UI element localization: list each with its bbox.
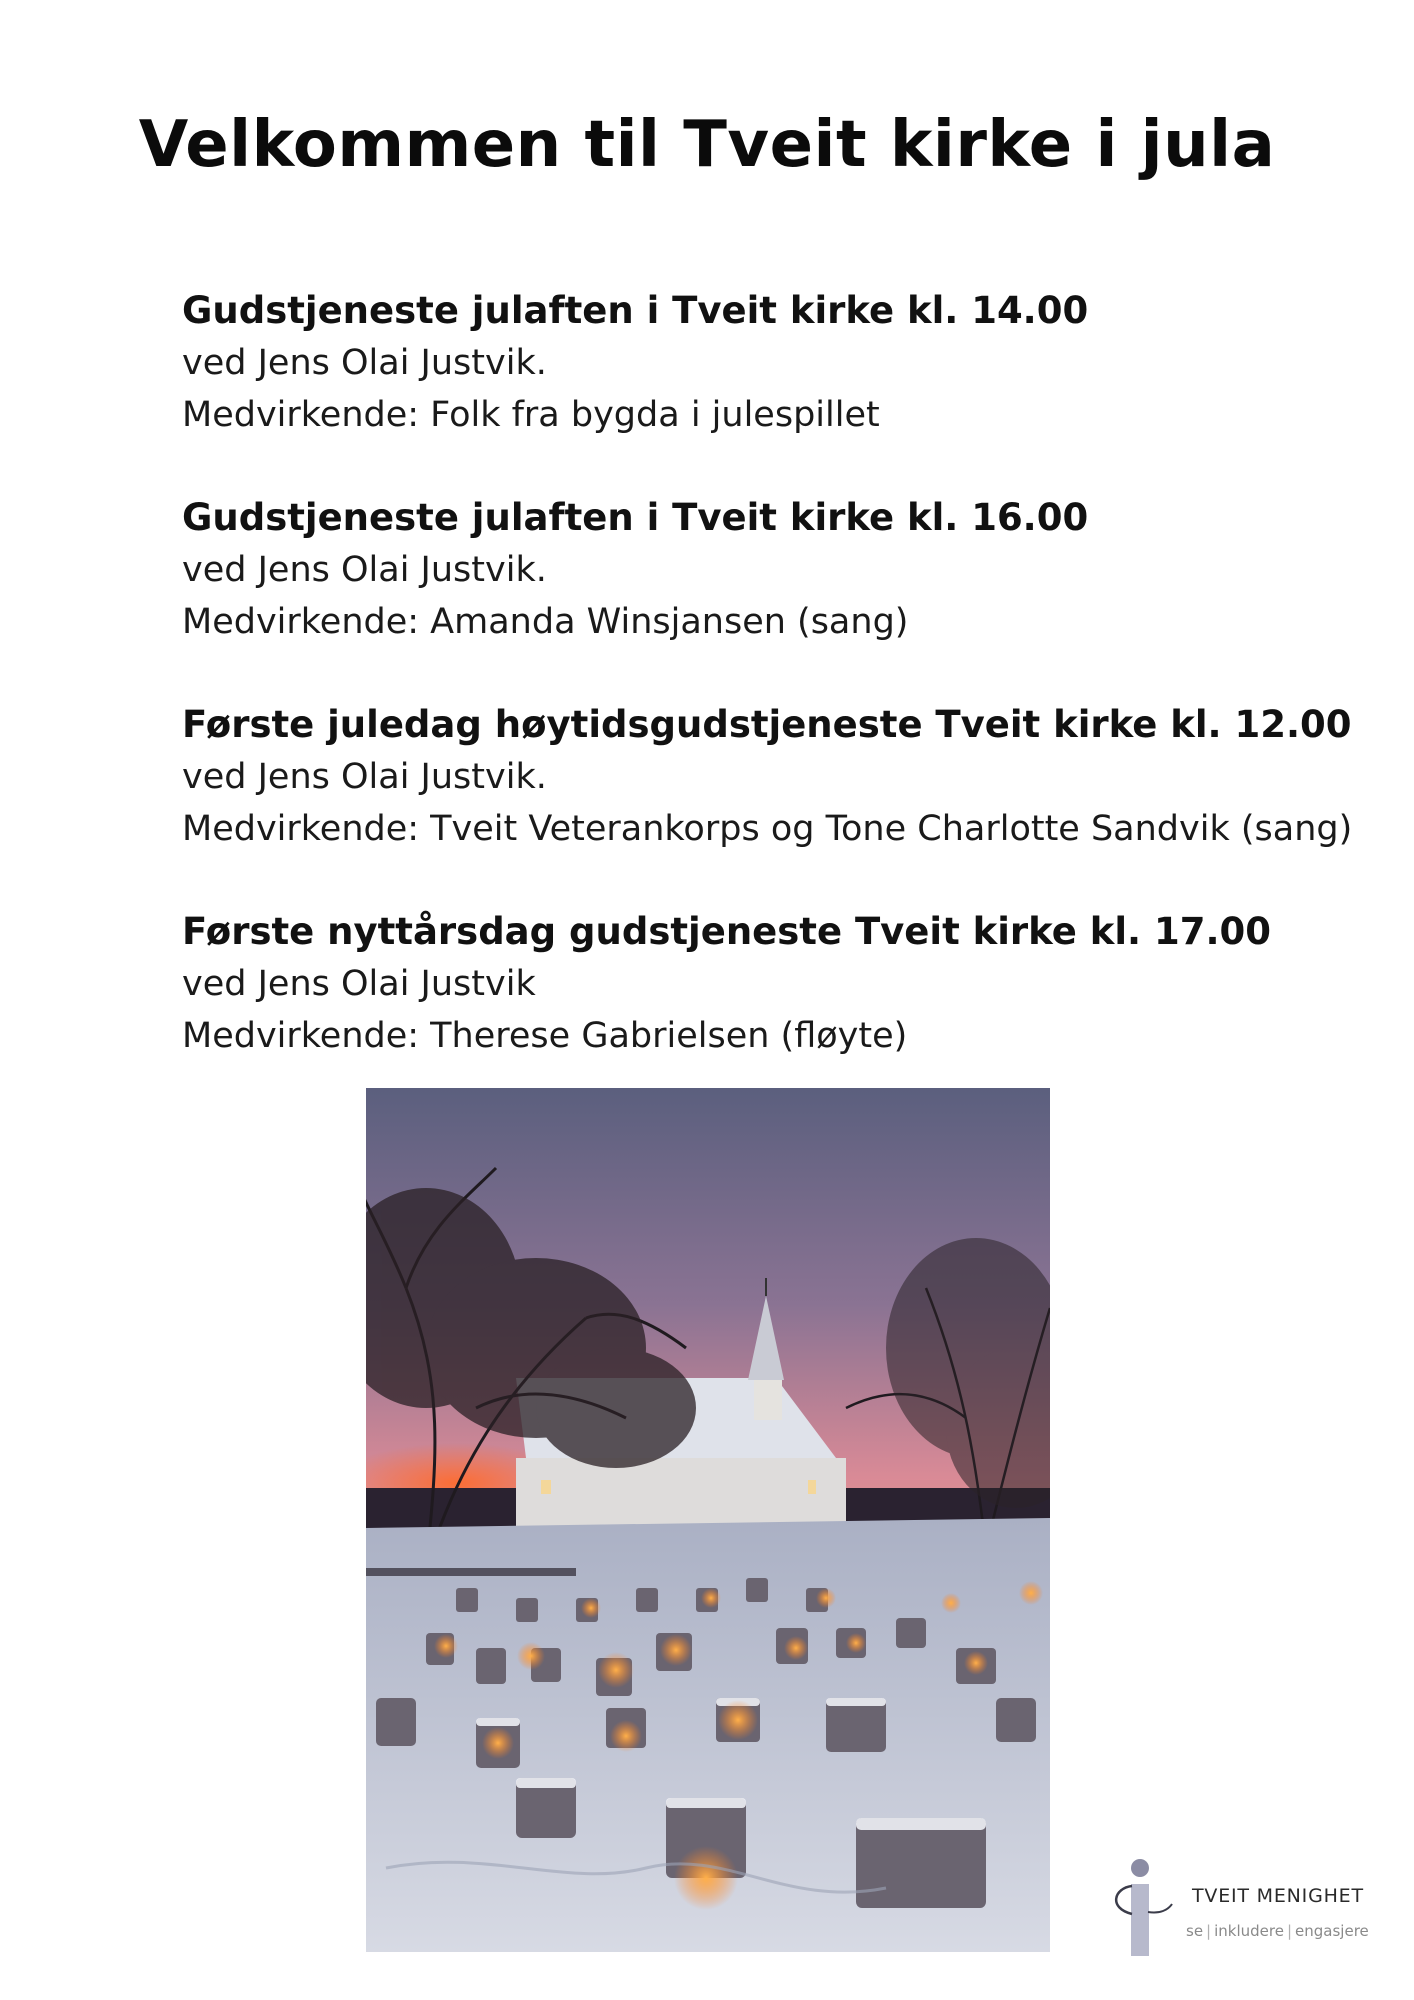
tveit-menighet-logo	[1110, 1858, 1400, 1958]
service-participants: Medvirkende: Folk fra bygda i julespillet	[182, 395, 880, 435]
service-officiant: ved Jens Olai Justvik	[182, 964, 536, 1004]
tagline-word: engasjere	[1295, 1922, 1369, 1940]
menighet-i-logo-icon	[1110, 1858, 1180, 1958]
service-heading: Første nyttårsdag gudstjeneste Tveit kirke kl. 17.00	[182, 910, 1272, 953]
service-officiant: ved Jens Olai Justvik.	[182, 343, 547, 383]
logo-name: TVEIT MENIGHET	[1192, 1885, 1364, 1907]
service-officiant: ved Jens Olai Justvik.	[182, 757, 547, 797]
page-title: Velkommen til Tveit kirke i jula	[138, 108, 1276, 182]
service-item	[182, 285, 1382, 492]
logo-tagline	[1186, 1922, 1369, 1940]
service-item	[182, 699, 1382, 906]
tagline-word: se	[1186, 1922, 1204, 1940]
service-list	[182, 285, 1382, 1113]
service-item	[182, 492, 1382, 699]
service-participants: Medvirkende: Therese Gabrielsen (fløyte)	[182, 1016, 908, 1056]
service-item	[182, 906, 1382, 1113]
tagline-separator: |	[1206, 1922, 1212, 1940]
service-heading: Gudstjeneste julaften i Tveit kirke kl. 16.00	[182, 496, 1089, 539]
tagline-separator: |	[1286, 1922, 1293, 1940]
service-officiant: ved Jens Olai Justvik.	[182, 550, 547, 590]
tagline-word: inkludere	[1214, 1922, 1284, 1940]
service-heading: Første juledag høytidsgudstjeneste Tveit kirke kl. 12.00	[182, 703, 1352, 746]
service-participants: Medvirkende: Amanda Winsjansen (sang)	[182, 602, 909, 642]
service-heading: Gudstjeneste julaften i Tveit kirke kl. 14.00	[182, 289, 1089, 332]
winter-church-graveyard-photo	[366, 1088, 1050, 1952]
service-participants: Medvirkende: Tveit Veterankorps og Tone Charlotte Sandvik (sang)	[182, 809, 1353, 849]
